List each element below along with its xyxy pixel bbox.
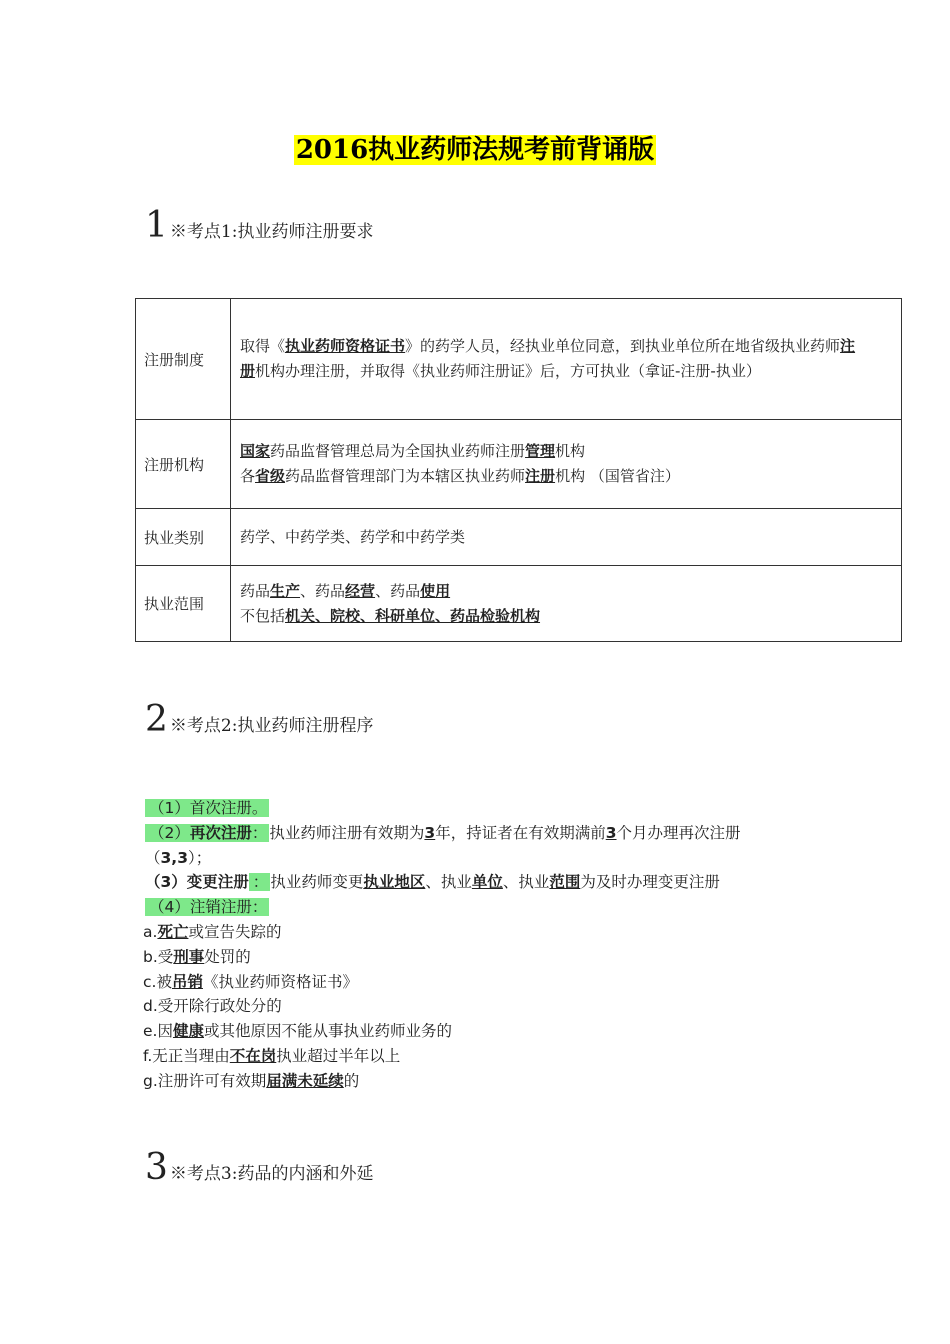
table-row xyxy=(136,420,902,509)
section-number: 2 xyxy=(145,699,168,740)
row-label: 执业范围 xyxy=(136,566,231,642)
table-row xyxy=(136,509,902,566)
row-label: 执业类别 xyxy=(136,509,231,566)
registration-requirements-table xyxy=(135,298,902,642)
list-item: a.死亡或宣告失踪的 xyxy=(143,922,282,941)
row-label: 注册机构 xyxy=(136,420,231,509)
list-item: d.受开除行政处分的 xyxy=(143,997,282,1016)
list-item: g.注册许可有效期届满未延续的 xyxy=(143,1071,360,1090)
table-row xyxy=(136,566,902,642)
list-item: （1）首次注册。 xyxy=(145,796,825,821)
section-heading-2 xyxy=(145,700,373,740)
registration-steps xyxy=(145,796,825,1094)
row-content: 取得《执业药师资格证书》的药学人员，经执业单位同意，到执业单位所在地省级执业药师注 册机构办理注册，并取得《执业药师注册证》后，方可执业（拿证-注册-执业） xyxy=(231,299,902,420)
list-item: b.受刑事处罚的 xyxy=(143,947,251,966)
row-label: 注册制度 xyxy=(136,299,231,420)
list-item: c.被吊销《执业药师资格证书》 xyxy=(143,972,358,991)
list-item: （4）注销注册： xyxy=(145,895,825,920)
list-item: e.因健康或其他原因不能从事执业药师业务的 xyxy=(143,1022,452,1041)
section-heading-1 xyxy=(145,206,373,246)
section-number: 3 xyxy=(145,1147,168,1188)
document-title-text: 2016执业药师法规考前背诵版 xyxy=(295,135,655,165)
list-item: （3）变更注册 ： 执业药师变更执业地区、执业单位、执业范围为及时办理变更注册 xyxy=(145,873,720,892)
list-item: f.无正当理由不在岗执业超过半年以上 xyxy=(143,1046,401,1065)
row-content: 药学、中药学类、药学和中药学类 xyxy=(231,509,902,566)
list-item: （2）再次注册： 执业药师注册有效期为3年，持证者在有效期满前3个月办理再次注册 xyxy=(145,821,825,846)
section-title: ※考点3:药品的内涵和外延 xyxy=(169,1164,374,1184)
section-number: 1 xyxy=(145,205,168,246)
row-content: 药品生产、药品经营、药品使用 不包括机关、院校、科研单位、药品检验机构 xyxy=(231,566,902,642)
list-item: （3,3）； xyxy=(145,848,212,867)
section-heading-3 xyxy=(145,1148,373,1188)
table-row xyxy=(136,299,902,420)
row-content: 国家药品监督管理总局为全国执业药师注册管理机构 各省级药品监督管理部门为本辖区执业药师注册机构 （国管省注） xyxy=(231,420,902,509)
section-title: ※考点2:执业药师注册程序 xyxy=(169,716,374,736)
section-title: ※考点1:执业药师注册要求 xyxy=(169,222,374,242)
document-title xyxy=(0,131,950,169)
